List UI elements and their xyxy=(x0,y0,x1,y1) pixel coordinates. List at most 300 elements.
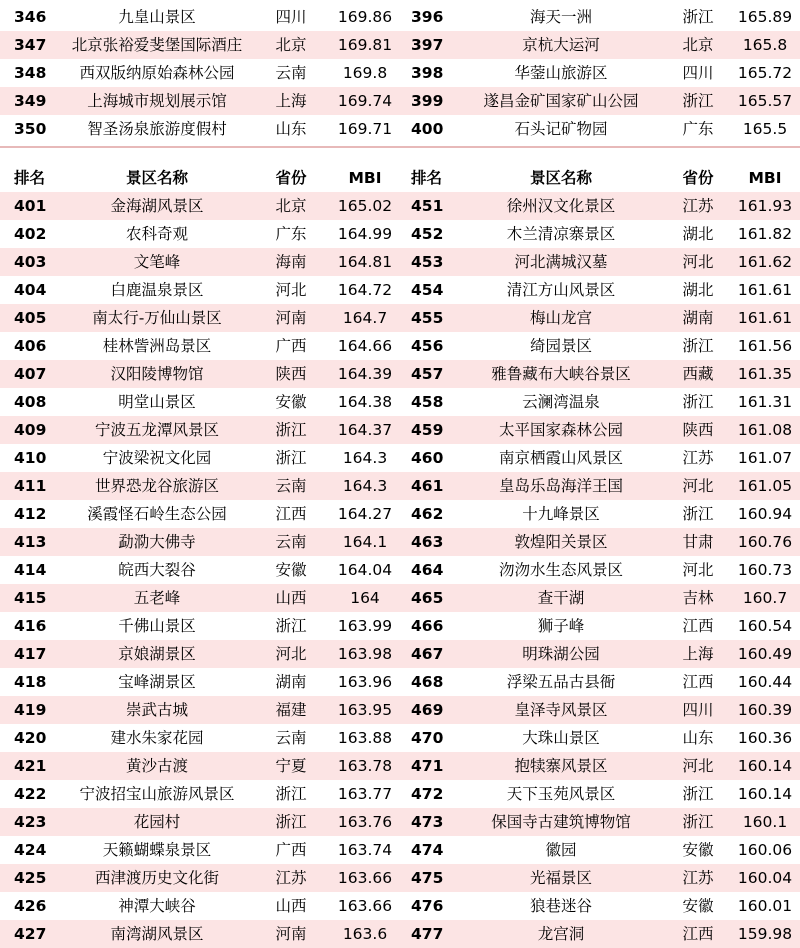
header-mbi-right: MBI xyxy=(748,169,782,187)
rank-cell-left: 420 xyxy=(14,729,47,747)
rank-cell-left: 417 xyxy=(14,645,47,663)
prov-cell-right: 湖南 xyxy=(682,309,714,327)
prov-cell-left: 湖南 xyxy=(275,673,307,691)
mbi-cell-left: 164.7 xyxy=(342,309,388,327)
name-cell-right: 清江方山风景区 xyxy=(506,281,616,299)
mbi-cell-left: 169.8 xyxy=(342,64,388,82)
rank-cell-left: 409 xyxy=(14,421,47,439)
rank-cell-left: 425 xyxy=(14,869,47,887)
prov-cell-left: 河南 xyxy=(275,309,307,327)
name-cell-right: 河北满城汉墓 xyxy=(514,253,608,271)
mbi-cell-right: 161.07 xyxy=(737,449,793,467)
name-cell-left: 北京张裕爱斐堡国际酒庄 xyxy=(71,36,243,54)
prov-cell-right: 河北 xyxy=(682,477,714,495)
prov-cell-left: 河北 xyxy=(275,645,307,663)
name-cell-right: 绮园景区 xyxy=(529,337,593,355)
mbi-cell-right: 161.31 xyxy=(737,393,793,411)
mbi-cell-right: 160.1 xyxy=(742,813,788,831)
name-cell-right: 浮梁五品古县衙 xyxy=(506,673,616,691)
mbi-cell-left: 163.66 xyxy=(337,897,393,915)
rank-cell-left: 406 xyxy=(14,337,47,355)
prov-cell-right: 浙江 xyxy=(682,8,714,26)
table-row xyxy=(0,220,800,248)
name-cell-right: 华蓥山旅游区 xyxy=(514,64,608,82)
table-row xyxy=(0,668,800,696)
rank-cell-right: 468 xyxy=(411,673,444,691)
rank-cell-left: 350 xyxy=(14,120,47,138)
rank-cell-right: 473 xyxy=(411,813,444,831)
name-cell-right: 云澜湾温泉 xyxy=(522,393,600,411)
rank-cell-right: 466 xyxy=(411,617,444,635)
table-row xyxy=(0,276,800,304)
mbi-cell-left: 164.3 xyxy=(342,477,388,495)
rank-cell-left: 424 xyxy=(14,841,47,859)
mbi-cell-left: 164.81 xyxy=(337,253,393,271)
rank-cell-left: 408 xyxy=(14,393,47,411)
rank-cell-right: 475 xyxy=(411,869,444,887)
prov-cell-right: 浙江 xyxy=(682,393,714,411)
prov-cell-left: 四川 xyxy=(275,8,307,26)
mbi-cell-left: 169.71 xyxy=(337,120,393,138)
mbi-cell-left: 164.66 xyxy=(337,337,393,355)
mbi-cell-left: 164 xyxy=(350,589,380,607)
rank-cell-right: 461 xyxy=(411,477,444,495)
rank-cell-left: 419 xyxy=(14,701,47,719)
mbi-cell-right: 160.54 xyxy=(737,617,793,635)
rank-cell-right: 398 xyxy=(411,64,444,82)
name-cell-left: 天籁蝴蝶泉景区 xyxy=(102,841,212,859)
name-cell-left: 汉阳陵博物馆 xyxy=(110,365,204,383)
rank-cell-right: 397 xyxy=(411,36,444,54)
table-row xyxy=(0,780,800,808)
table-header-row xyxy=(0,164,800,192)
header-rank-right: 排名 xyxy=(411,169,443,187)
prov-cell-left: 安徽 xyxy=(275,561,307,579)
name-cell-right: 敦煌阳关景区 xyxy=(514,533,608,551)
rank-cell-left: 416 xyxy=(14,617,47,635)
mbi-cell-right: 161.08 xyxy=(737,421,793,439)
name-cell-right: 保国寺古建筑博物馆 xyxy=(491,813,631,831)
rank-cell-right: 472 xyxy=(411,785,444,803)
table-row xyxy=(0,836,800,864)
prov-cell-left: 江苏 xyxy=(275,869,307,887)
name-cell-right: 徽园 xyxy=(545,841,577,859)
rank-cell-right: 462 xyxy=(411,505,444,523)
rank-cell-left: 403 xyxy=(14,253,47,271)
rank-cell-left: 426 xyxy=(14,897,47,915)
mbi-cell-right: 160.76 xyxy=(737,533,793,551)
mbi-cell-left: 164.99 xyxy=(337,225,393,243)
rank-cell-left: 411 xyxy=(14,477,47,495)
mbi-cell-left: 169.74 xyxy=(337,92,393,110)
prov-cell-right: 北京 xyxy=(682,36,714,54)
rank-cell-right: 469 xyxy=(411,701,444,719)
mbi-cell-left: 163.96 xyxy=(337,673,393,691)
table-row xyxy=(0,472,800,500)
prov-cell-right: 陕西 xyxy=(682,421,714,439)
rank-cell-right: 456 xyxy=(411,337,444,355)
prov-cell-left: 云南 xyxy=(275,477,307,495)
mbi-cell-left: 163.76 xyxy=(337,813,393,831)
rank-cell-right: 471 xyxy=(411,757,444,775)
prov-cell-left: 江西 xyxy=(275,505,307,523)
prov-cell-right: 甘肃 xyxy=(682,533,714,551)
name-cell-left: 勐泐大佛寺 xyxy=(118,533,196,551)
mbi-cell-right: 161.93 xyxy=(737,197,793,215)
table-row xyxy=(0,115,800,143)
prov-cell-left: 浙江 xyxy=(275,785,307,803)
mbi-cell-right: 161.56 xyxy=(737,337,793,355)
mbi-cell-left: 163.66 xyxy=(337,869,393,887)
mbi-cell-right: 165.89 xyxy=(737,8,793,26)
prov-cell-right: 湖北 xyxy=(682,225,714,243)
mbi-cell-right: 160.49 xyxy=(737,645,793,663)
mbi-cell-right: 165.5 xyxy=(742,120,788,138)
mbi-cell-left: 164.39 xyxy=(337,365,393,383)
prov-cell-left: 海南 xyxy=(275,253,307,271)
mbi-cell-right: 165.8 xyxy=(742,36,788,54)
mbi-cell-right: 159.98 xyxy=(737,925,793,943)
prov-cell-left: 河南 xyxy=(275,925,307,943)
header-mbi-left: MBI xyxy=(348,169,382,187)
rank-cell-left: 348 xyxy=(14,64,47,82)
name-cell-left: 花园村 xyxy=(133,813,181,831)
table-row xyxy=(0,556,800,584)
mbi-cell-left: 163.77 xyxy=(337,785,393,803)
prov-cell-right: 吉林 xyxy=(682,589,714,607)
name-cell-left: 农科奇观 xyxy=(125,225,189,243)
mbi-cell-right: 160.14 xyxy=(737,785,793,803)
name-cell-left: 南太行-万仙山景区 xyxy=(92,309,222,327)
prov-cell-right: 河北 xyxy=(682,253,714,271)
rank-cell-right: 457 xyxy=(411,365,444,383)
rank-cell-right: 460 xyxy=(411,449,444,467)
prov-cell-left: 浙江 xyxy=(275,813,307,831)
prov-cell-left: 广西 xyxy=(275,337,307,355)
mbi-cell-left: 164.3 xyxy=(342,449,388,467)
prov-cell-right: 湖北 xyxy=(682,281,714,299)
table-row xyxy=(0,640,800,668)
mbi-cell-right: 161.61 xyxy=(737,281,793,299)
rank-cell-right: 477 xyxy=(411,925,444,943)
name-cell-right: 大珠山景区 xyxy=(522,729,600,747)
mbi-cell-left: 165.02 xyxy=(337,197,393,215)
table-row xyxy=(0,332,800,360)
name-cell-left: 桂林訾洲岛景区 xyxy=(102,337,212,355)
rank-cell-right: 396 xyxy=(411,8,444,26)
table-row xyxy=(0,31,800,59)
header-name-right: 景区名称 xyxy=(529,169,593,187)
mbi-cell-right: 160.01 xyxy=(737,897,793,915)
name-cell-left: 世界恐龙谷旅游区 xyxy=(94,477,220,495)
name-cell-right: 太平国家森林公园 xyxy=(498,421,624,439)
table-row xyxy=(0,864,800,892)
prov-cell-left: 山西 xyxy=(275,589,307,607)
name-cell-right: 天下玉苑风景区 xyxy=(506,785,616,803)
name-cell-left: 崇武古城 xyxy=(125,701,189,719)
mbi-cell-right: 161.61 xyxy=(737,309,793,327)
rank-cell-right: 465 xyxy=(411,589,444,607)
mbi-cell-left: 164.37 xyxy=(337,421,393,439)
name-cell-right: 遂昌金矿国家矿山公园 xyxy=(483,92,639,110)
name-cell-left: 西双版纳原始森林公园 xyxy=(79,64,235,82)
prov-cell-left: 浙江 xyxy=(275,617,307,635)
prov-cell-left: 陕西 xyxy=(275,365,307,383)
prov-cell-left: 北京 xyxy=(275,36,307,54)
prov-cell-right: 江苏 xyxy=(682,449,714,467)
prov-cell-right: 山东 xyxy=(682,729,714,747)
mbi-cell-left: 164.1 xyxy=(342,533,388,551)
name-cell-right: 木兰清凉寨景区 xyxy=(506,225,616,243)
prov-cell-right: 安徽 xyxy=(682,897,714,915)
prov-cell-right: 浙江 xyxy=(682,505,714,523)
mbi-cell-left: 163.78 xyxy=(337,757,393,775)
prov-cell-left: 云南 xyxy=(275,64,307,82)
name-cell-left: 南湾湖风景区 xyxy=(110,925,204,943)
mbi-cell-left: 164.27 xyxy=(337,505,393,523)
name-cell-left: 宝峰湖景区 xyxy=(118,673,196,691)
mbi-cell-left: 163.95 xyxy=(337,701,393,719)
rank-cell-left: 405 xyxy=(14,309,47,327)
rank-cell-left: 422 xyxy=(14,785,47,803)
table-row xyxy=(0,444,800,472)
table-row xyxy=(0,304,800,332)
name-cell-right: 徐州汉文化景区 xyxy=(506,197,616,215)
prov-cell-right: 浙江 xyxy=(682,92,714,110)
rank-cell-left: 423 xyxy=(14,813,47,831)
mbi-cell-right: 160.36 xyxy=(737,729,793,747)
prov-cell-left: 北京 xyxy=(275,197,307,215)
prov-cell-left: 安徽 xyxy=(275,393,307,411)
prov-cell-left: 河北 xyxy=(275,281,307,299)
name-cell-left: 皖西大裂谷 xyxy=(118,561,196,579)
name-cell-right: 光福景区 xyxy=(529,869,593,887)
header-name-left: 景区名称 xyxy=(125,169,189,187)
rank-cell-left: 402 xyxy=(14,225,47,243)
mbi-cell-right: 160.7 xyxy=(742,589,788,607)
prov-cell-right: 西藏 xyxy=(682,365,714,383)
section-divider xyxy=(0,146,800,148)
table-row xyxy=(0,584,800,612)
name-cell-right: 龙宫洞 xyxy=(537,925,585,943)
prov-cell-right: 江西 xyxy=(682,673,714,691)
mbi-cell-right: 160.04 xyxy=(737,869,793,887)
prov-cell-left: 浙江 xyxy=(275,421,307,439)
main-ranking-table xyxy=(0,164,800,948)
rank-cell-right: 454 xyxy=(411,281,444,299)
name-cell-right: 狼巷迷谷 xyxy=(529,897,593,915)
name-cell-left: 千佛山景区 xyxy=(118,617,196,635)
mbi-cell-right: 161.35 xyxy=(737,365,793,383)
table-row xyxy=(0,808,800,836)
prov-cell-left: 山西 xyxy=(275,897,307,915)
mbi-cell-right: 161.62 xyxy=(737,253,793,271)
mbi-cell-right: 160.44 xyxy=(737,673,793,691)
table-row xyxy=(0,612,800,640)
rank-cell-right: 452 xyxy=(411,225,444,243)
mbi-cell-left: 163.74 xyxy=(337,841,393,859)
mbi-cell-right: 160.14 xyxy=(737,757,793,775)
mbi-cell-left: 164.38 xyxy=(337,393,393,411)
table-row xyxy=(0,724,800,752)
prov-cell-right: 江苏 xyxy=(682,197,714,215)
rank-cell-left: 404 xyxy=(14,281,47,299)
name-cell-left: 九皇山景区 xyxy=(118,8,196,26)
mbi-cell-right: 160.39 xyxy=(737,701,793,719)
name-cell-left: 文笔峰 xyxy=(133,253,181,271)
name-cell-right: 石头记矿物园 xyxy=(514,120,608,138)
table-row xyxy=(0,696,800,724)
name-cell-right: 梅山龙宫 xyxy=(529,309,593,327)
mbi-cell-left: 169.81 xyxy=(337,36,393,54)
name-cell-left: 明堂山景区 xyxy=(118,393,196,411)
mbi-cell-left: 164.72 xyxy=(337,281,393,299)
table-row xyxy=(0,248,800,276)
table-row xyxy=(0,416,800,444)
header-province-left: 省份 xyxy=(275,169,307,187)
rank-cell-left: 347 xyxy=(14,36,47,54)
name-cell-left: 金海湖风景区 xyxy=(110,197,204,215)
prov-cell-right: 江西 xyxy=(682,617,714,635)
prov-cell-left: 广西 xyxy=(275,841,307,859)
rank-cell-left: 415 xyxy=(14,589,47,607)
mbi-cell-left: 164.04 xyxy=(337,561,393,579)
rank-cell-left: 414 xyxy=(14,561,47,579)
name-cell-right: 十九峰景区 xyxy=(522,505,600,523)
header-rank-left: 排名 xyxy=(14,169,46,187)
mbi-cell-left: 169.86 xyxy=(337,8,393,26)
table-row xyxy=(0,752,800,780)
prov-cell-left: 福建 xyxy=(275,701,307,719)
name-cell-right: 京杭大运河 xyxy=(522,36,600,54)
mbi-cell-left: 163.88 xyxy=(337,729,393,747)
prov-cell-left: 浙江 xyxy=(275,449,307,467)
prov-cell-left: 云南 xyxy=(275,533,307,551)
name-cell-left: 白鹿温泉景区 xyxy=(110,281,204,299)
prov-cell-right: 浙江 xyxy=(682,813,714,831)
prov-cell-right: 上海 xyxy=(682,645,714,663)
mbi-cell-left: 163.98 xyxy=(337,645,393,663)
rank-cell-right: 470 xyxy=(411,729,444,747)
prov-cell-right: 四川 xyxy=(682,64,714,82)
rank-cell-right: 399 xyxy=(411,92,444,110)
name-cell-right: 雅鲁藏布大峡谷景区 xyxy=(491,365,631,383)
top-ranking-table xyxy=(0,3,800,143)
rank-cell-right: 463 xyxy=(411,533,444,551)
name-cell-right: 明珠湖公园 xyxy=(522,645,600,663)
rank-cell-right: 467 xyxy=(411,645,444,663)
rank-cell-right: 455 xyxy=(411,309,444,327)
table-row xyxy=(0,388,800,416)
rank-cell-left: 407 xyxy=(14,365,47,383)
rank-cell-right: 400 xyxy=(411,120,444,138)
name-cell-right: 抱犊寨风景区 xyxy=(514,757,608,775)
rank-cell-left: 418 xyxy=(14,673,47,691)
table-row xyxy=(0,360,800,388)
name-cell-right: 狮子峰 xyxy=(537,617,585,635)
prov-cell-right: 河北 xyxy=(682,561,714,579)
name-cell-left: 宁波五龙潭风景区 xyxy=(94,421,220,439)
rank-cell-right: 474 xyxy=(411,841,444,859)
prov-cell-right: 浙江 xyxy=(682,337,714,355)
rank-cell-left: 412 xyxy=(14,505,47,523)
mbi-cell-right: 165.72 xyxy=(737,64,793,82)
prov-cell-left: 宁夏 xyxy=(275,757,307,775)
table-row xyxy=(0,192,800,220)
mbi-cell-right: 160.06 xyxy=(737,841,793,859)
prov-cell-right: 浙江 xyxy=(682,785,714,803)
rank-cell-right: 458 xyxy=(411,393,444,411)
name-cell-right: 查干湖 xyxy=(537,589,585,607)
prov-cell-right: 江苏 xyxy=(682,869,714,887)
table-row xyxy=(0,500,800,528)
rank-cell-left: 401 xyxy=(14,197,47,215)
mbi-cell-right: 165.57 xyxy=(737,92,793,110)
mbi-cell-right: 160.94 xyxy=(737,505,793,523)
name-cell-right: 南京栖霞山风景区 xyxy=(498,449,624,467)
mbi-cell-right: 161.05 xyxy=(737,477,793,495)
name-cell-left: 京娘湖景区 xyxy=(118,645,196,663)
rank-cell-left: 410 xyxy=(14,449,47,467)
table-row xyxy=(0,59,800,87)
prov-cell-right: 河北 xyxy=(682,757,714,775)
table-row xyxy=(0,892,800,920)
name-cell-right: 皇岛乐岛海洋王国 xyxy=(498,477,624,495)
mbi-cell-left: 163.6 xyxy=(342,925,388,943)
name-cell-left: 五老峰 xyxy=(133,589,181,607)
rank-cell-left: 421 xyxy=(14,757,47,775)
rank-cell-left: 413 xyxy=(14,533,47,551)
name-cell-left: 神潭大峡谷 xyxy=(118,897,196,915)
table-row xyxy=(0,528,800,556)
name-cell-left: 智圣汤泉旅游度假村 xyxy=(87,120,227,138)
header-province-right: 省份 xyxy=(682,169,714,187)
prov-cell-left: 云南 xyxy=(275,729,307,747)
name-cell-left: 溪霞怪石岭生态公园 xyxy=(87,505,227,523)
prov-cell-right: 广东 xyxy=(682,120,714,138)
name-cell-left: 西津渡历史文化街 xyxy=(94,869,220,887)
rank-cell-left: 346 xyxy=(14,8,47,26)
rank-cell-right: 464 xyxy=(411,561,444,579)
name-cell-right: 海天一洲 xyxy=(529,8,593,26)
rank-cell-right: 451 xyxy=(411,197,444,215)
name-cell-right: 沕沕水生态风景区 xyxy=(498,561,624,579)
prov-cell-right: 安徽 xyxy=(682,841,714,859)
mbi-cell-right: 160.73 xyxy=(737,561,793,579)
mbi-cell-left: 163.99 xyxy=(337,617,393,635)
name-cell-left: 建水朱家花园 xyxy=(110,729,204,747)
mbi-cell-right: 161.82 xyxy=(737,225,793,243)
name-cell-left: 黄沙古渡 xyxy=(125,757,189,775)
name-cell-left: 上海城市规划展示馆 xyxy=(87,92,227,110)
prov-cell-right: 江西 xyxy=(682,925,714,943)
table-row xyxy=(0,3,800,31)
name-cell-right: 皇泽寺风景区 xyxy=(514,701,608,719)
rank-cell-left: 349 xyxy=(14,92,47,110)
rank-cell-right: 453 xyxy=(411,253,444,271)
rank-cell-right: 476 xyxy=(411,897,444,915)
prov-cell-left: 广东 xyxy=(275,225,307,243)
rank-cell-right: 459 xyxy=(411,421,444,439)
table-row xyxy=(0,920,800,948)
prov-cell-left: 上海 xyxy=(275,92,307,110)
prov-cell-right: 四川 xyxy=(682,701,714,719)
name-cell-left: 宁波梁祝文化园 xyxy=(102,449,212,467)
prov-cell-left: 山东 xyxy=(275,120,307,138)
table-row xyxy=(0,87,800,115)
name-cell-left: 宁波招宝山旅游风景区 xyxy=(79,785,235,803)
rank-cell-left: 427 xyxy=(14,925,47,943)
